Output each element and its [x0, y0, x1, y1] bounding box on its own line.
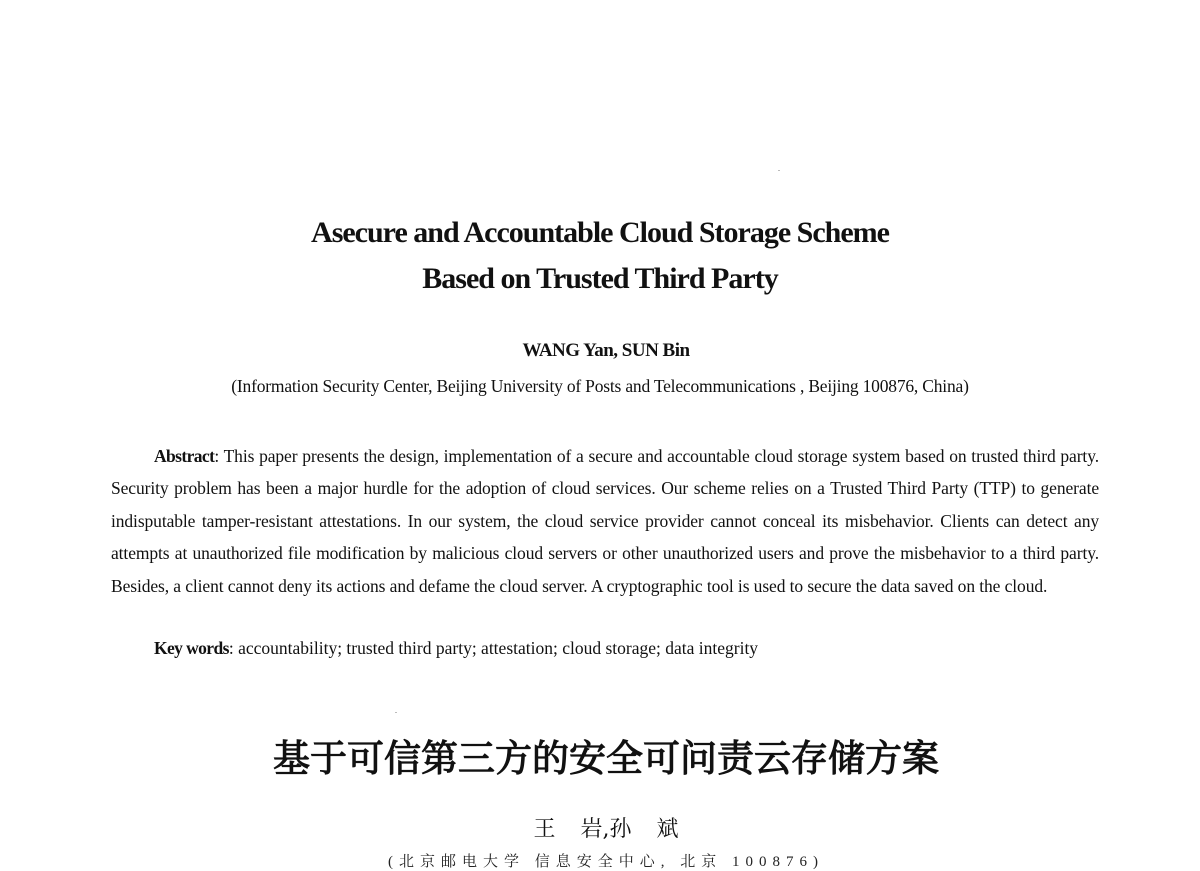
chinese-title: 基于可信第三方的安全可问责云存储方案 — [273, 736, 939, 780]
keywords-separator: : — [228, 638, 239, 658]
english-affiliation: (Information Security Center, Beijing University of Posts and Telecommunications , Beijing 100876, China) — [231, 376, 969, 396]
english-title-line-1: Asecure and Accountable Cloud Storage Scheme — [311, 216, 889, 249]
scan-speck — [778, 170, 780, 171]
english-authors: WANG Yan, SUN Bin — [522, 340, 690, 361]
keywords-label: Key words — [154, 638, 229, 658]
keywords-line — [154, 634, 1099, 662]
chinese-affiliation: (北京邮电大学 信息安全中心, 北京 100876) — [388, 854, 824, 870]
abstract-label: Abstract — [154, 446, 215, 466]
scan-speck — [395, 712, 397, 713]
keywords-text: accountability; trusted third party; attestation; cloud storage; data integrity — [238, 638, 759, 658]
abstract-separator: : — [214, 446, 224, 466]
chinese-authors: 王 岩,孙 斌 — [533, 817, 679, 842]
abstract-paragraph — [111, 440, 1099, 602]
abstract-text: This paper presents the design, implementation of a secure and accountable cloud storage system based on trusted third party. Security problem has been a major hurdle for the adoption of cloud services. Our scheme relies on a Trusted Third Party (TTP) to generate indisputable tamper-resistant attestations. In our system, the cloud service provider cannot conceal its misbehavior. Clients can detect any attempts at unauthorized file modification by malicious cloud servers or other unauthorized users and prove the misbehavior to a third party. Besides, a client cannot deny its actions and defame the cloud server. A cryptographic tool is used to secure the data saved on the cloud. — [111, 446, 1099, 596]
english-title-line-2: Based on Trusted Third Party — [422, 262, 778, 295]
